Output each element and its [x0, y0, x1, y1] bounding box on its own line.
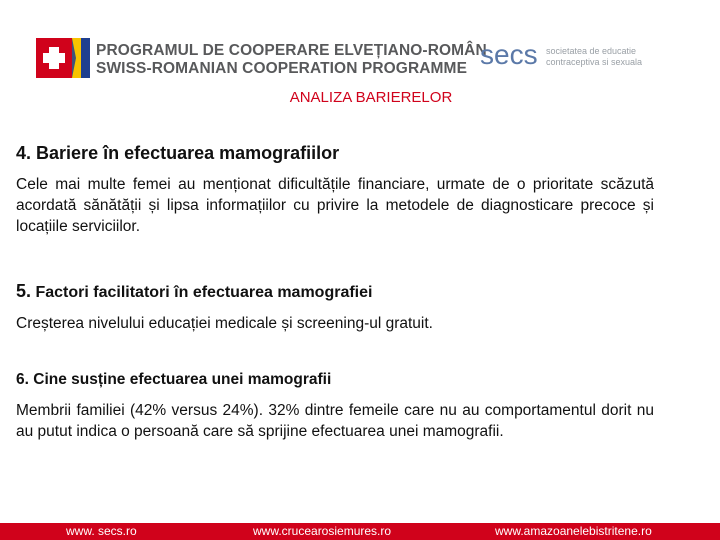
footer-link-amazoane[interactable]: www.amazoanelebistritene.ro [495, 524, 652, 538]
section-5-heading [16, 281, 372, 302]
program-title-en: SWISS-ROMANIAN COOPERATION PROGRAMME [96, 60, 468, 77]
section-5-title: Factori facilitatori în efectuarea mamografiei [35, 284, 373, 301]
section-6-text: Membrii familiei (42% versus 24%). 32% dintre femeile care nu au comportamentul dorit nu au putut indica o persoană care să sprijine efectuarea unei mamografii. [16, 402, 654, 440]
section-6-title: Cine susține efectuarea unei mamografii [33, 371, 332, 388]
footer-bar [0, 523, 720, 540]
swiss-romanian-flag-logo-icon [36, 38, 90, 78]
footer-link-secs[interactable]: www. secs.ro [66, 524, 137, 538]
page-subtitle [0, 89, 720, 106]
footer-link-crucearosie[interactable]: www.crucearosiemures.ro [253, 524, 392, 538]
program-title [96, 42, 487, 78]
page-subtitle-text: ANALIZA BARIERELOR [289, 89, 453, 106]
section-6-number: 6. [16, 371, 29, 388]
program-title-ro: PROGRAMUL DE COOPERARE ELVEȚIANO-ROMÂN [96, 42, 487, 59]
section-5-text: Creșterea nivelului educației medicale și screening-ul gratuit. [16, 315, 433, 332]
secs-brand-text: secs [480, 40, 538, 70]
secs-tagline-line1: societatea de educatie [546, 46, 637, 56]
section-6-heading [16, 371, 331, 389]
section-4-title: Bariere în efectuarea mamografiilor [36, 143, 340, 163]
header [0, 0, 720, 85]
secs-logo-icon [480, 40, 542, 70]
section-4-number: 4. [16, 143, 32, 163]
section-4-heading [16, 143, 339, 164]
section-5-number: 5. [16, 281, 32, 301]
secs-tagline [546, 46, 642, 68]
secs-tagline-line2: contraceptiva si sexuala [546, 57, 643, 67]
section-4-text: Cele mai multe femei au menționat dificultățile financiare, urmate de o prioritate scăzută acordată sănătății și lipsa informațiilor cu privire la metodele de diagnosticare precoce și locațiile serviciilor. [16, 176, 654, 235]
